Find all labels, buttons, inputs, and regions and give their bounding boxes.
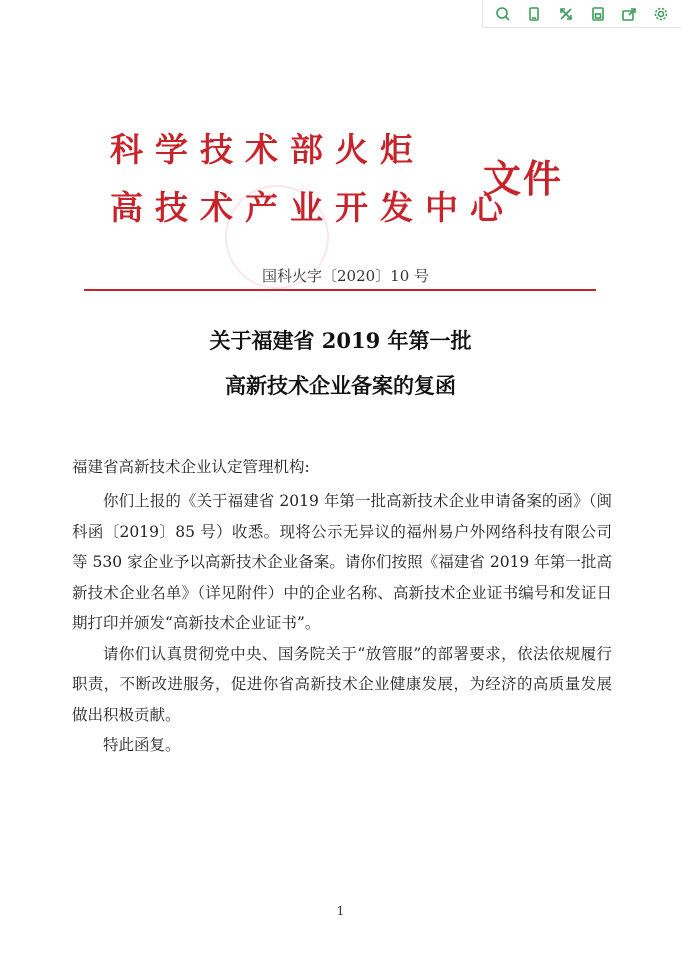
- body-paragraph-1: 你们上报的《关于福建省 2019 年第一批高新技术企业申请备案的函》（闽科函〔2019〕85 号）收悉。现将公示无异议的福州易户外网络科技有限公司等 530 家企业予以高新技术企业备案。请你们按照《福建省 2019 年第一批高新技术企业名单》（详见附件）中的企业名称、高新技术企业证书编号和发证日期打印并颁发“高新技术企业证书”。: [72, 492, 612, 632]
- addressee: 福建省高新技术企业认定管理机构:: [72, 458, 310, 476]
- copy-icon: [526, 6, 542, 22]
- document-title-line1: 关于福建省 2019 年第一批: [209, 328, 472, 353]
- red-divider: [84, 289, 596, 291]
- letterhead-org-line2: 高技术产业开发中心: [110, 188, 515, 227]
- body-paragraph-3: 特此函复。: [103, 736, 181, 754]
- settings-icon: [653, 6, 669, 22]
- expand-icon: [558, 6, 574, 22]
- document-number: 国科火字〔2020〕10 号: [261, 267, 430, 285]
- document-title-line2: 高新技术企业备案的复函: [225, 373, 456, 398]
- share-icon: [621, 6, 637, 22]
- body-paragraph-2: 请你们认真贯彻党中央、国务院关于“放管服”的部署要求，依法依规履行职责，不断改进服务，促进你省高新技术企业健康发展，为经济的高质量发展做出积极贡献。: [72, 644, 612, 724]
- share-button[interactable]: [617, 2, 641, 26]
- viewer-toolbar: [482, 0, 681, 28]
- letterhead-org-line1: 科学技术部火炬: [110, 130, 425, 169]
- save-button[interactable]: [586, 2, 610, 26]
- save-icon: [590, 6, 606, 22]
- search-icon: [495, 6, 511, 22]
- copy-button[interactable]: [522, 2, 546, 26]
- search-button[interactable]: [491, 2, 515, 26]
- letter-body: [72, 486, 612, 761]
- letterhead-doc-type: 文件: [483, 156, 564, 201]
- settings-button[interactable]: [649, 2, 673, 26]
- expand-button[interactable]: [554, 2, 578, 26]
- page-number: 1: [336, 904, 345, 918]
